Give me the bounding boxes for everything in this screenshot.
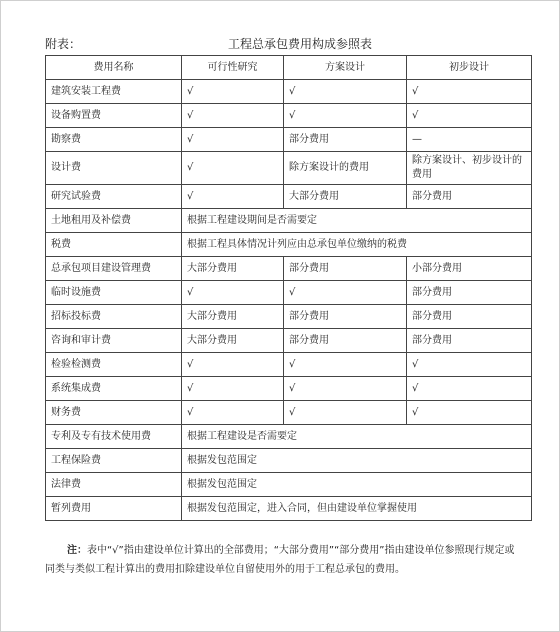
- table-cell: 部分费用: [407, 305, 532, 329]
- table-cell: √: [407, 401, 532, 425]
- table-cell: √: [182, 401, 284, 425]
- cost-item-name: 工程保险费: [46, 449, 182, 473]
- table-row: [46, 329, 532, 353]
- table-cell: √: [182, 281, 284, 305]
- column-header: 可行性研究: [182, 56, 284, 80]
- table-cell: 除方案设计的费用: [284, 152, 407, 185]
- table-cell: √: [284, 104, 407, 128]
- table-cell: 部分费用: [284, 305, 407, 329]
- table-note: [45, 541, 515, 579]
- table-cell: 大部分费用: [284, 185, 407, 209]
- table-row: [46, 233, 532, 257]
- merged-cell: 根据工程建设期间是否需要定: [182, 209, 532, 233]
- column-header: 初步设计: [407, 56, 532, 80]
- table-cell: —: [407, 128, 532, 152]
- table-row: [46, 281, 532, 305]
- table-cell: 部分费用: [407, 329, 532, 353]
- table-cell: √: [407, 104, 532, 128]
- table-cell: 除方案设计、初步设计的费用: [407, 152, 532, 185]
- note-label: 注：: [67, 545, 87, 556]
- merged-cell: 根据发包范围定，进入合同，但由建设单位掌握使用: [182, 497, 532, 521]
- table-row: [46, 425, 532, 449]
- table-row: [46, 305, 532, 329]
- table-cell: 部分费用: [407, 281, 532, 305]
- table-row: [46, 377, 532, 401]
- column-header: 方案设计: [284, 56, 407, 80]
- table-cell: √: [284, 377, 407, 401]
- cost-item-name: 勘察费: [46, 128, 182, 152]
- table-row: [46, 257, 532, 281]
- table-cell: 部分费用: [284, 257, 407, 281]
- table-row: [46, 152, 532, 185]
- table-cell: √: [182, 185, 284, 209]
- cost-item-name: 税费: [46, 233, 182, 257]
- cost-item-name: 土地租用及补偿费: [46, 209, 182, 233]
- table-cell: √: [284, 401, 407, 425]
- cost-item-name: 研究试验费: [46, 185, 182, 209]
- table-header-row: [46, 56, 532, 80]
- column-header: 费用名称: [46, 56, 182, 80]
- table-row: [46, 185, 532, 209]
- table-cell: √: [182, 104, 284, 128]
- note-text: 表中“√”指由建设单位计算出的全部费用；“大部分费用”“部分费用”指由建设单位参照现行规定或同类与类似工程计算出的费用扣除建设单位自留使用外的用于工程总承包的费用。: [45, 545, 515, 575]
- table-row: [46, 497, 532, 521]
- table-cell: 部分费用: [407, 185, 532, 209]
- table-row: [46, 401, 532, 425]
- table-cell: √: [182, 353, 284, 377]
- table-cell: √: [407, 80, 532, 104]
- cost-item-name: 招标投标费: [46, 305, 182, 329]
- cost-item-name: 设备购置费: [46, 104, 182, 128]
- cost-item-name: 临时设施费: [46, 281, 182, 305]
- table-row: [46, 473, 532, 497]
- table-cell: √: [182, 128, 284, 152]
- table-row: [46, 449, 532, 473]
- cost-item-name: 财务费: [46, 401, 182, 425]
- appendix-label: 附表：: [45, 37, 82, 51]
- cost-item-name: 建筑安装工程费: [46, 80, 182, 104]
- table-cell: √: [182, 80, 284, 104]
- table-cell: √: [407, 377, 532, 401]
- cost-item-name: 设计费: [46, 152, 182, 185]
- merged-cell: 根据工程建设是否需要定: [182, 425, 532, 449]
- table-row: [46, 128, 532, 152]
- table-row: [46, 80, 532, 104]
- table-title: 工程总承包费用构成参照表: [227, 37, 372, 51]
- cost-reference-table: [45, 55, 532, 521]
- merged-cell: 根据工程具体情况计列应由总承包单位缴纳的税费: [182, 233, 532, 257]
- cost-item-name: 暂列费用: [46, 497, 182, 521]
- table-cell: 大部分费用: [182, 329, 284, 353]
- table-row: [46, 209, 532, 233]
- table-cell: √: [182, 152, 284, 185]
- table-cell: 大部分费用: [182, 305, 284, 329]
- table-cell: √: [284, 80, 407, 104]
- table-cell: √: [284, 281, 407, 305]
- table-cell: 大部分费用: [182, 257, 284, 281]
- merged-cell: 根据发包范围定: [182, 449, 532, 473]
- table-row: [46, 353, 532, 377]
- table-cell: √: [284, 353, 407, 377]
- table-cell: 部分费用: [284, 329, 407, 353]
- cost-item-name: 咨询和审计费: [46, 329, 182, 353]
- table-cell: √: [182, 377, 284, 401]
- table-cell: 部分费用: [284, 128, 407, 152]
- cost-item-name: 检验检测费: [46, 353, 182, 377]
- table-cell: 小部分费用: [407, 257, 532, 281]
- table-row: [46, 104, 532, 128]
- cost-item-name: 总承包项目建设管理费: [46, 257, 182, 281]
- table-cell: √: [407, 353, 532, 377]
- cost-item-name: 系统集成费: [46, 377, 182, 401]
- cost-item-name: 专利及专有技术使用费: [46, 425, 182, 449]
- cost-item-name: 法律费: [46, 473, 182, 497]
- merged-cell: 根据发包范围定: [182, 473, 532, 497]
